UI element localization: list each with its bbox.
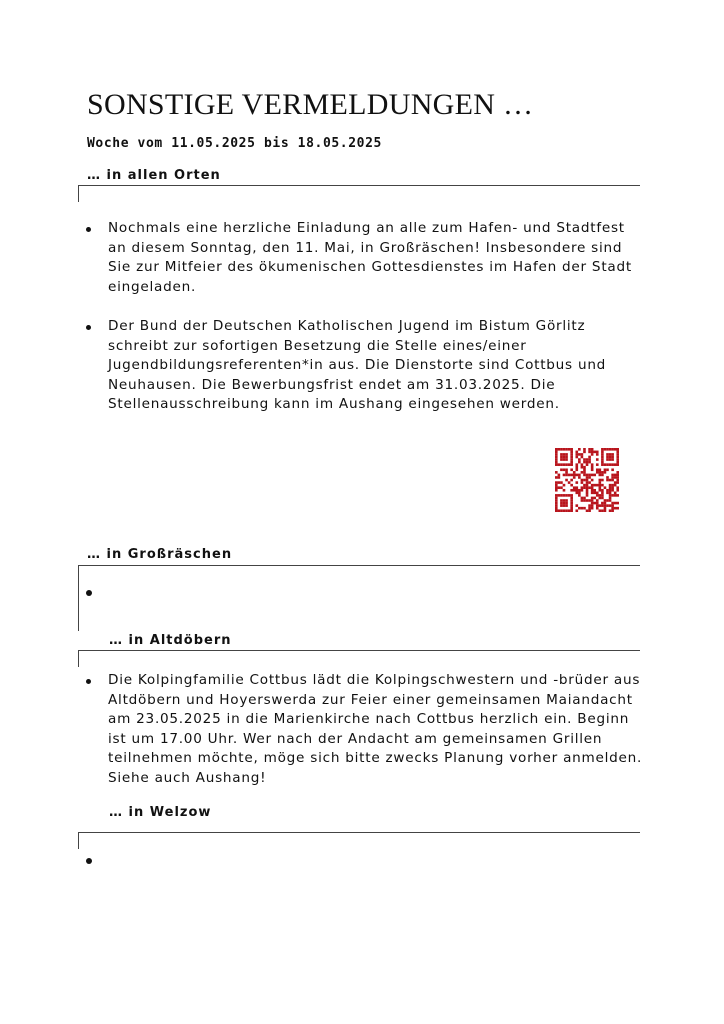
section-rule-tick (78, 832, 79, 849)
bullet-list-alle-orte (86, 219, 646, 415)
bullet-icon (86, 679, 91, 684)
section-rule (78, 650, 640, 651)
section-rule (78, 565, 640, 566)
section-rule-tick (78, 650, 79, 667)
empty-bullet-icon (86, 858, 92, 864)
qr-code-icon (555, 448, 619, 512)
list-item (86, 317, 646, 415)
bullet-list-altdoebern (86, 671, 646, 788)
section-heading-altdoebern: … in Altdöbern (109, 633, 232, 648)
bullet-icon (86, 227, 91, 232)
empty-bullet-icon (86, 590, 92, 596)
page-title: SONSTIGE VERMELDUNGEN … (87, 88, 534, 121)
section-rule-tick (78, 565, 79, 631)
item-text: Nochmals eine herzliche Einladung an alle zum Hafen- und Stadtfest an diesem Sonntag, den 11. Mai, in Großräschen! Insbesondere sind Sie zur Mitfeier des ökumenischen Gottesdienstes im Hafen der Stadt eingeladen. (108, 220, 632, 295)
item-text: Die Kolpingfamilie Cottbus lädt die Kolpingschwestern und -brüder aus Altdöbern und Hoyerswerda zur Feier einer gemeinsamen Maiandacht am 23.05.2025 in die Marienkirche nach Cottbus herzlich ein. Beginn ist um 17.00 Uhr. Wer nach der Andacht am gemeinsamen Grillen teilnehmen möchte, möge sich bitte zwecks Planung vorher anmelden. Siehe auch Aushang! (108, 672, 643, 786)
item-text: Der Bund der Deutschen Katholischen Jugend im Bistum Görlitz schreibt zur sofortigen Besetzung die Stelle eines/einer Jugendbildungsreferenten*in aus. Die Dienstorte sind Cottbus und Neuhausen. Die Bewerbungsfrist endet am 31.03.2025. Die Stellenausschreibung kann im Aushang eingesehen werden. (108, 318, 607, 412)
section-rule (78, 185, 640, 186)
list-item (86, 219, 646, 297)
section-rule-tick (78, 185, 79, 202)
section-heading-grossraeschen: … in Großräschen (87, 547, 233, 562)
bullet-icon (86, 325, 91, 330)
list-item (86, 671, 646, 788)
section-heading-alle-orte: … in allen Orten (87, 168, 221, 183)
week-range: Woche vom 11.05.2025 bis 18.05.2025 (87, 136, 382, 151)
section-heading-welzow: … in Welzow (109, 805, 212, 820)
section-rule (78, 832, 640, 833)
